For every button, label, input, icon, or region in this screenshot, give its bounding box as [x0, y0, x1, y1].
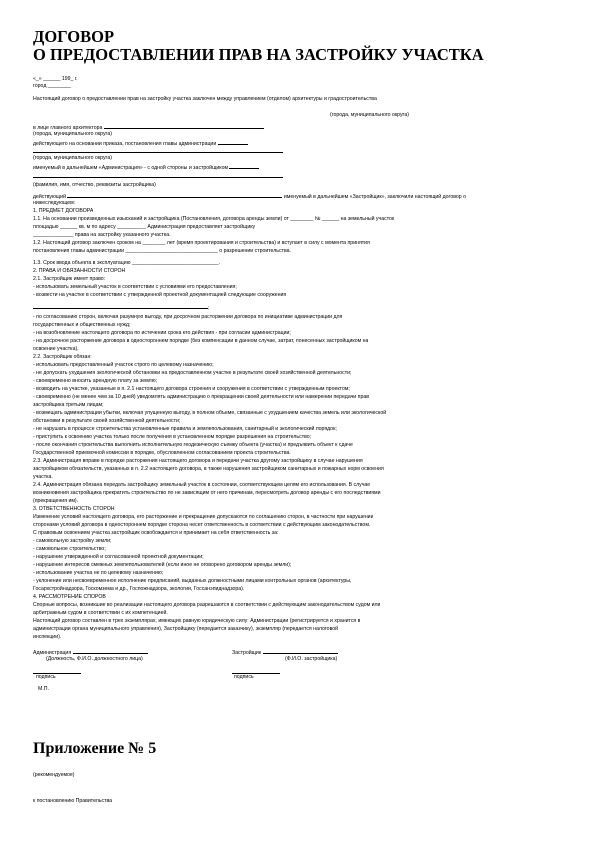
- c7: - не нарушать в процессе строительства установленные правила и землепользования, санитарный и экологический порядок;: [33, 426, 337, 432]
- b3: - по согласованию сторон, включая разумную выгоду, при досрочном расторжении договора по инициативе администрации для: [33, 314, 343, 320]
- c2: - не допускать ухудшения экологической обстановки на предоставленном участке в результате своей хозяйственной деятельности;: [33, 370, 352, 376]
- appendix-heading: Приложение № 5: [33, 740, 157, 757]
- c5b: застройщика третьим лицам;: [33, 402, 104, 408]
- p11c: ______________ права на застройку указанного участка.: [33, 232, 171, 238]
- p23a: 2.3. Администрация вправе в порядке расторжения настоящего договора и передачи участка другому застройщику в случае нарушения: [33, 458, 363, 464]
- name-hint: (фамилия, имя, отчество, реквизиты застройщика): [33, 182, 156, 188]
- admin-signature-line: [73, 648, 148, 654]
- b5: - на досрочное расторжение договора в одностороннем порядке (без компенсации в данном случае, затрат, понесенных застройщиком на: [33, 338, 369, 344]
- c5: - своевременно (не менее чем за 10 дней) уведомлять администрацию о прекращении своей деятельности или намерении передачи прав: [33, 394, 369, 400]
- signature-admin: Администрация: [33, 648, 148, 656]
- p24c: (прекращения им).: [33, 498, 79, 504]
- section-4-heading: 4. РАССМОТРЕНИЕ СПОРОВ: [33, 594, 106, 600]
- date-line: «_» ______ 199_ г.: [33, 76, 78, 82]
- p12a: 1.2. Настоящий договор заключен сроком на ________ лет (время проектирования и строительства) и вступает в силу с момента принятия: [33, 240, 370, 246]
- section-1-heading: 1. ПРЕДМЕТ ДОГОВОРА: [33, 208, 94, 214]
- p41a: Спорные вопросы, возникшие во реализации настоящего договора разрешаются в соответствии с действующим законодательством судом или: [33, 602, 381, 608]
- approved-label: к постановлению Правительства: [33, 798, 113, 804]
- doc-title-line-2: О ПРЕДОСТАВЛЕНИИ ПРАВ НА ЗАСТРОЙКУ УЧАСТКА: [33, 45, 484, 64]
- c9: - после окончания строительства выполнить исполнительную геодезическую съемку объекта (участка) и предъявить объект к сдаче: [33, 442, 353, 448]
- sign-caption-1: подпись: [36, 674, 56, 680]
- p11a: 1.1. На основании произведенных изысканий и застройщика (Постановления, договора аренды земли) от ________ № ______ на земельный участок: [33, 216, 395, 222]
- sign-caption-2: подпись: [234, 674, 254, 680]
- p11b: площадью ______ кв. м по адресу __________ Администрация предоставляет застройщику: [33, 224, 256, 230]
- p24b: возникновения застройщика прекратить строительство по не зависящим от него причинам, пересмотреть договор аренды с его последствиями: [33, 490, 381, 496]
- b5b: освоение участка).: [33, 346, 79, 352]
- p31c: С правовым освоением участка застройщик освобождается и принимает на себя ответственность за:: [33, 530, 279, 536]
- d3: - нарушение утвержденной и согласованной проектной документации;: [33, 554, 204, 560]
- blank-line-1: [33, 147, 283, 155]
- referred-admin: именуемый в дальнейшем «Администрация» - с одной стороны и застройщиком: [33, 163, 259, 171]
- in-person-label: в лице главного архитектора: [33, 123, 264, 131]
- c6b: обстановки в результате своей хозяйственной деятельности;: [33, 418, 181, 424]
- b1: - использовать земельный участок в соответствии с условиями его предоставления;: [33, 284, 237, 290]
- stamp-mark: М.П.: [38, 686, 49, 692]
- p12b: постановления главы администрации ________________________________ о разрешении строительства.: [33, 248, 291, 254]
- d2: - самовольное строительство;: [33, 546, 106, 552]
- c1: - использовать предоставленный участок строго по целевому назначению;: [33, 362, 214, 368]
- c9b: Государственной приемочной комиссии в порядке, обусловленном согласованием проекта строительства.: [33, 450, 291, 456]
- c3: - своевременно вносить арендную плату за землю;: [33, 378, 158, 384]
- acting-2: действующий именуемый в дальнейшем «Застройщик», заключили настоящий договор о: [33, 194, 467, 200]
- p31a: Изменение условий настоящего договора, его расторжение и прекращение допускаются по соглашению сторон, в частности при нарушении: [33, 514, 374, 520]
- signature-dev-hint: (Ф.И.О. застройщика): [285, 656, 338, 662]
- section-3-heading: 3. ОТВЕТСТВЕННОСТЬ СТОРОН: [33, 506, 115, 512]
- c4: - возводить на участке, указанные в п. 2.1 настоящего договора строения и сооружения в соответствии с утвержденным проектом;: [33, 386, 350, 392]
- architect-name-blank: [104, 123, 264, 129]
- p24a: 2.4. Администрация обязана передать застройщику земельный участок в состоянии, соответствующем целям его использования. В случае: [33, 482, 371, 488]
- p41b: арбитражным судом в соответствии с их компетенцией.: [33, 610, 168, 616]
- signature-admin-hint: (Должность, Ф.И.О. должностного лица): [46, 656, 143, 662]
- p31b: сторонами условий договора в одностороннем порядке сторона несет ответственность в соответствии с действующим законодательством.: [33, 522, 371, 528]
- signature-dev: Застройщик: [232, 648, 338, 656]
- b4: - на возобновление настоящего договора по истечении срока его действия - при согласии администрации;: [33, 330, 291, 336]
- c8: - приступить к освоению участка только после получения в установленном порядке разрешения на строительство;: [33, 434, 312, 440]
- intro-text: Настоящий договор о предоставлении прав на застройку участка заключен между управлением (отделом) архитектуры и градостроительства: [33, 96, 377, 102]
- p42b: администрации органа муниципального управления), Застройщику (передается заказчику), экземпляр (передается налоговой: [33, 626, 339, 632]
- c6: - возмещать администрации убытки, включая упущенную выгоду, в полном объеме, связанные с ухудшением качества земель или экологической: [33, 410, 387, 416]
- p23b: застройщиком обязательств, указанных в п. 2.2 настоящего договора, в также нарушения застройщиком санитарных и пожарных норм освоения: [33, 466, 384, 472]
- d1: - самовольную застройку земли;: [33, 538, 112, 544]
- blank-line-3: ;: [33, 303, 209, 311]
- d5: - использование участка не по целевому назначению;: [33, 570, 164, 576]
- p23c: участка.: [33, 474, 53, 480]
- b3b: государственных и общественных нужд;: [33, 322, 131, 328]
- city-hint-3: (города, муниципального округа): [33, 155, 112, 161]
- below-label: нижеследующем:: [33, 200, 76, 206]
- recommended-label: (рекомендуемое): [33, 772, 75, 778]
- b2: - возвести на участке в соответствии с утвержденной проектной документацией следующие сооружения: [33, 292, 287, 298]
- p13: 1.3. Срок ввода объекта в эксплуатацию ______________________________.: [33, 260, 220, 266]
- d4: - нарушение интересов смежных землепользователей (если иное не оговорено договором аренды земли);: [33, 562, 292, 568]
- d6b: Госархстройнадзора, Госкомзема и др., Госпожнадзора, экологии, Госсанэпиднадзора).: [33, 586, 245, 592]
- doc-title-line-1: ДОГОВОР: [33, 27, 115, 46]
- blank-line-2: [33, 172, 283, 180]
- p42a: Настоящий договор составлен в трех экземплярах, имеющих равную юридическую силу: Администрации (регистрируется и хранится в: [33, 618, 361, 624]
- section-2-heading: 2. ПРАВА И ОБЯЗАННОСТИ СТОРОН: [33, 268, 126, 274]
- dev-signature-line: [263, 648, 338, 654]
- p21: 2.1. Застройщик имеет право:: [33, 276, 106, 282]
- p42c: инспекции).: [33, 634, 62, 640]
- city-hint-2: (города, муниципального округа): [33, 131, 112, 137]
- d6: - уклонение или несвоевременное исполнение предписаний, выданных должностными лицами контрольных органов (архитектуры,: [33, 578, 352, 584]
- city-hint: (города, муниципального округа): [330, 112, 409, 118]
- p22: 2.2. Застройщик обязан:: [33, 354, 92, 360]
- city-line: город ________: [33, 83, 71, 89]
- acting-on: действующего на основании приказа, постановления главы администрации: [33, 139, 248, 147]
